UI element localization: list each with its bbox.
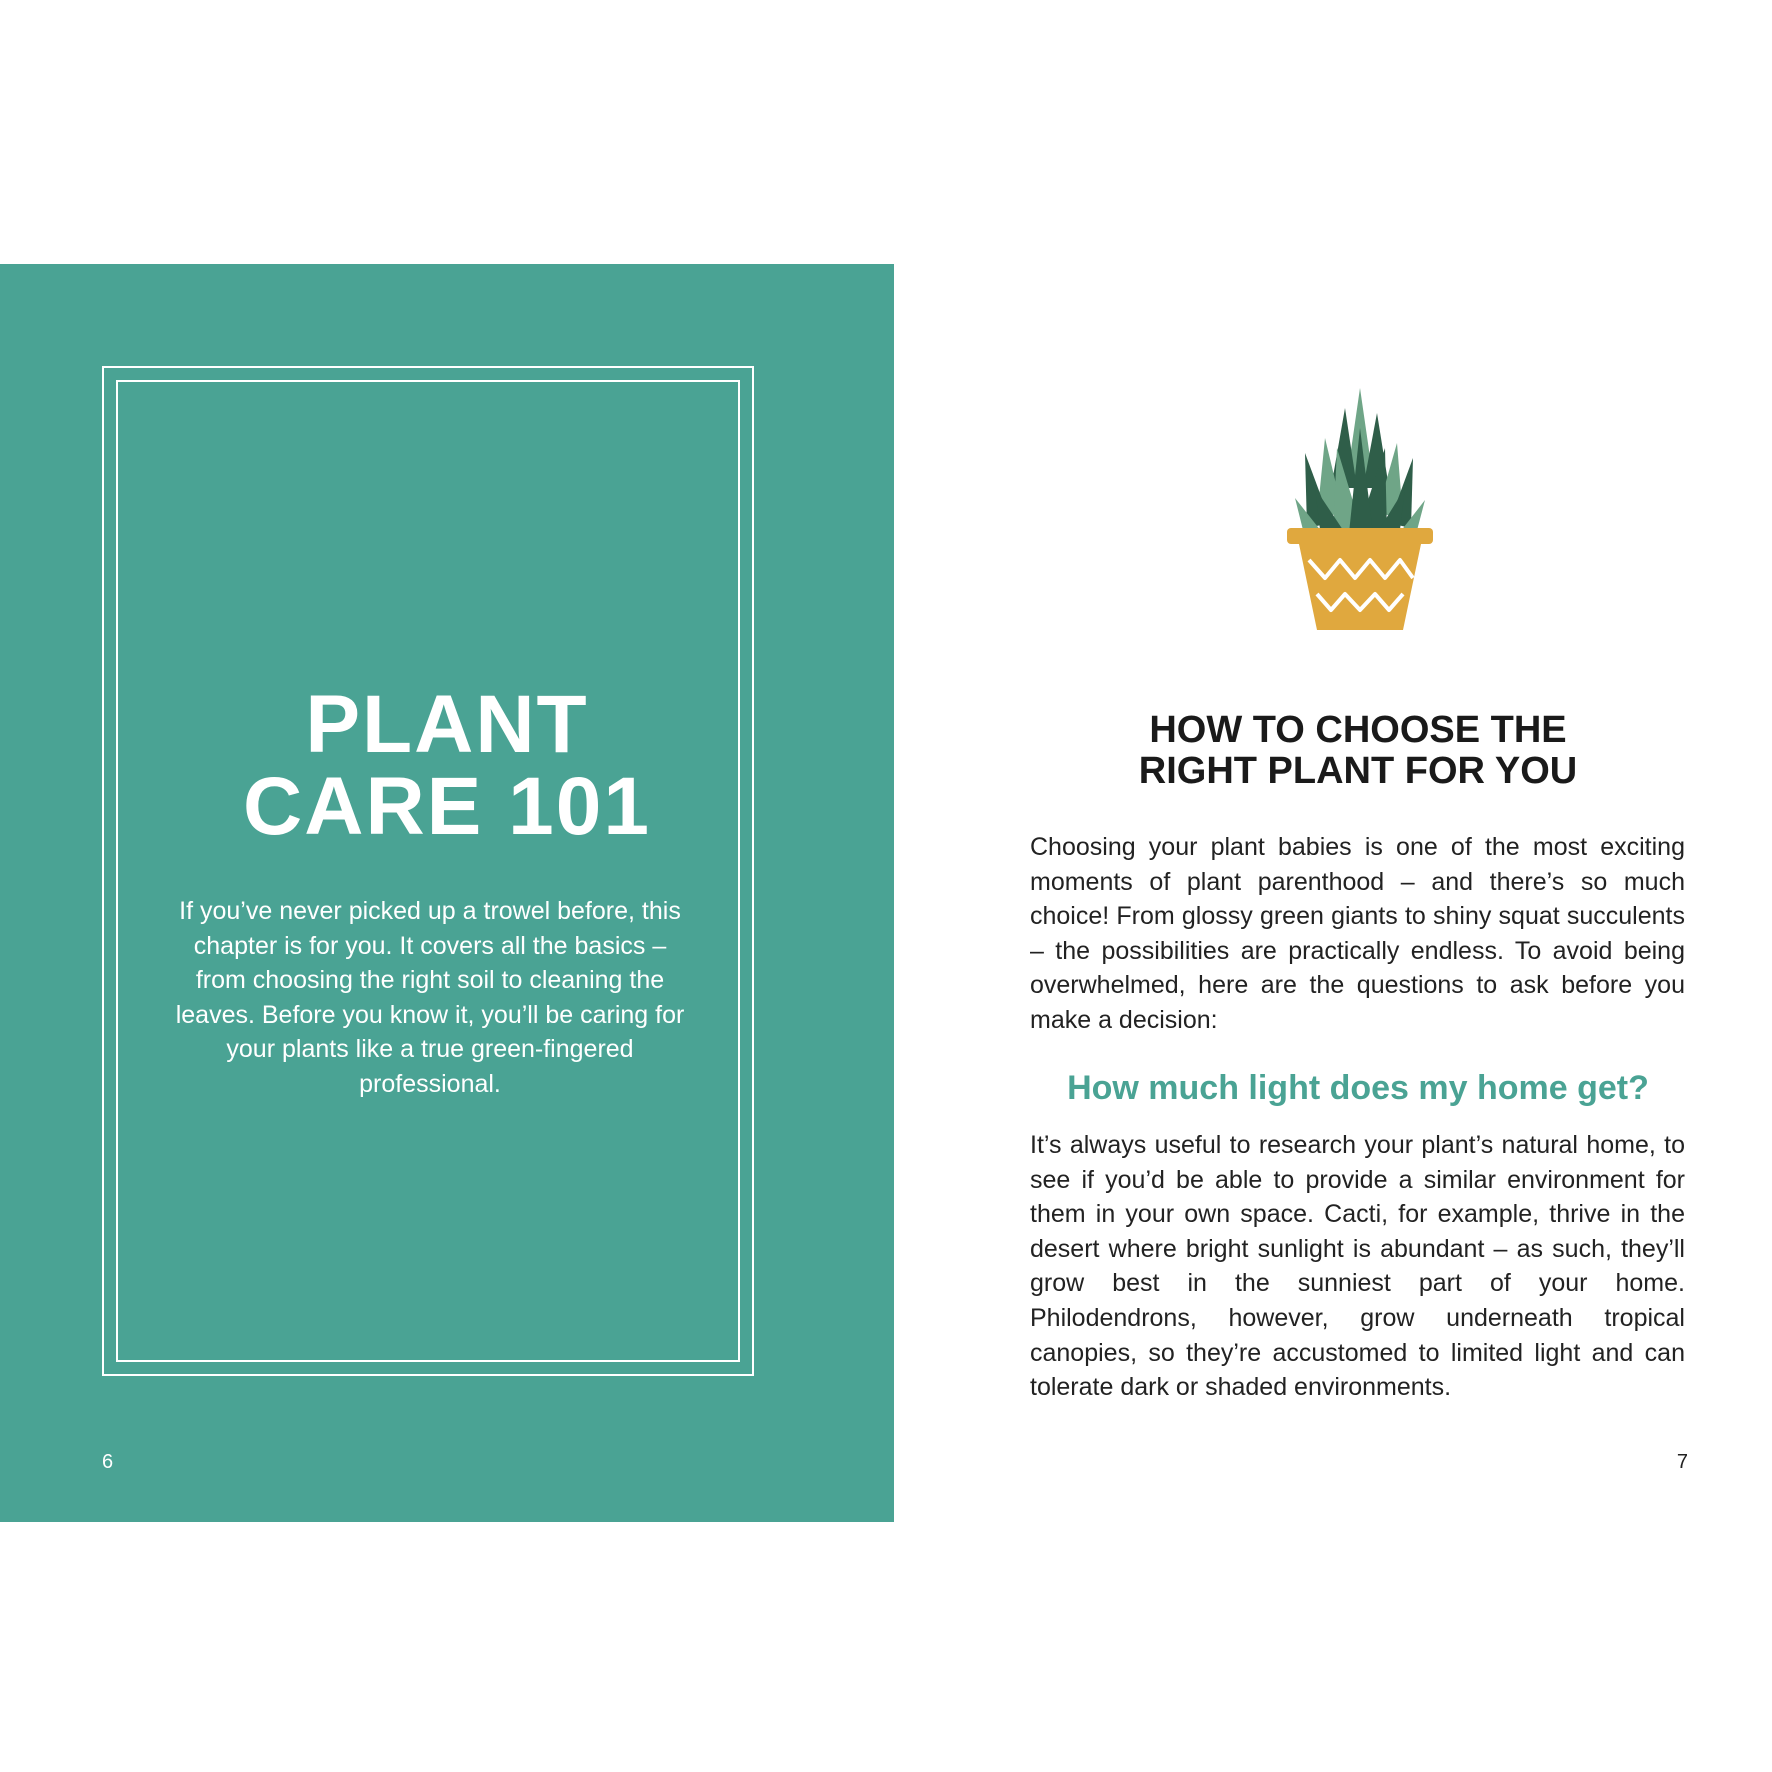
succulent-leaves [1295, 388, 1425, 538]
decorative-frame [102, 366, 754, 1376]
page-number-left: 6 [102, 1451, 114, 1473]
section-title-line-1: HOW TO CHOOSE THE [1149, 709, 1567, 751]
pot-rim [1287, 528, 1433, 544]
section-title [1030, 710, 1686, 792]
left-page [0, 264, 894, 1522]
chapter-title [0, 679, 894, 852]
section-title-line-2: RIGHT PLANT FOR YOU [1138, 750, 1578, 792]
chapter-title-line-2: CARE 101 [243, 761, 651, 852]
potted-succulent-icon [1285, 388, 1435, 633]
body-paragraph-1: Choosing your plant babies is one of the most exciting moments of plant parenthood – and there’s so much choice! From glossy green giants to shiny squat succulents – the possibilities are practically endless. To avoid being overwhelmed, here are the questions to ask before you make a decision: [1030, 833, 1685, 1034]
body-paragraph-2: It’s always useful to research your plant’s natural home, to see if you’d be able to provide a similar environment for them in your own space. Cacti, for example, thrive in the desert where bright sunlight is abundant – as such, they’ll grow best in the sunniest part of your home. Philodendrons, however, grow underneath tropical canopies, so they’re accustomed to limited light and can tolerate dark or shaded environments. [1030, 1131, 1685, 1402]
decorative-frame-inner [116, 380, 740, 1362]
chapter-intro: If you’ve never picked up a trowel before, this chapter is for you. It covers all the basics – from choosing the right soil to cleaning the leaves. Before you know it, you’ll be caring for your plants like a true green-fingered professional. [175, 897, 685, 1098]
sub-heading: How much light does my home get? [1067, 1069, 1649, 1107]
pot-body [1299, 544, 1421, 630]
page-number-right: 7 [1676, 1451, 1688, 1473]
chapter-title-line-1: PLANT [305, 679, 589, 770]
